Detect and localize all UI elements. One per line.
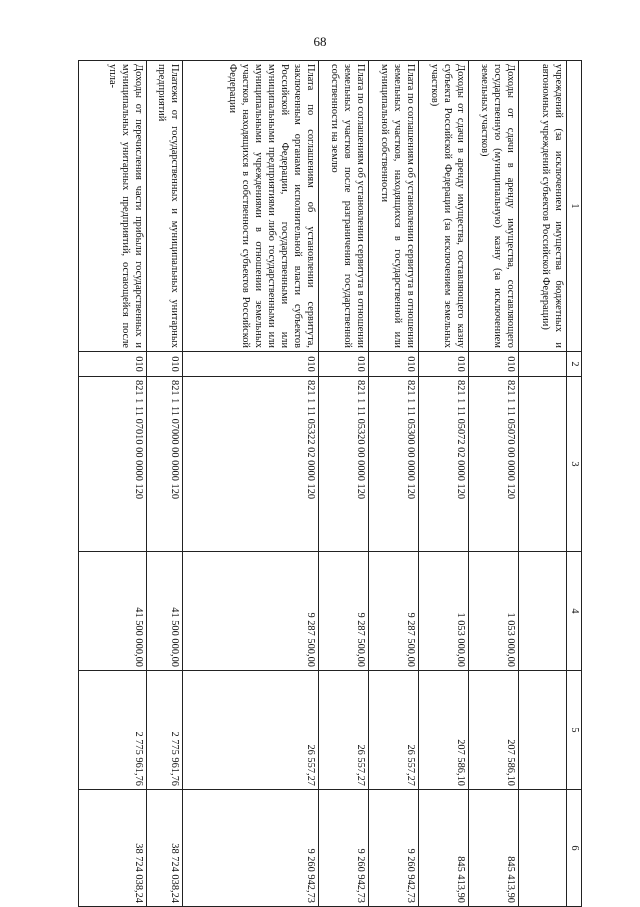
column-header-2: 2	[567, 352, 582, 377]
row-executed: 26 557,27	[183, 671, 319, 790]
row-name: Доходы от перечисления части прибыли государственных и муниципальных унитарных предприятий, остающейся после упла-	[79, 61, 147, 352]
table-row	[369, 61, 419, 907]
row-plan: 9 287 500,00	[183, 552, 319, 671]
table-row	[147, 61, 183, 907]
row-name: Платежи от государственных и муниципальных унитарных предприятий	[147, 61, 183, 352]
row-code: 010	[369, 352, 419, 377]
row-name: Доходы от сдачи в аренду имущества, составляющего государственную (муниципальную) казну (за исключением земельных участков)	[469, 61, 519, 352]
row-name: Доходы от сдачи в аренду имущества, составляющего казну субъекта Российской Федерации (за исключением земельных участков)	[419, 61, 469, 352]
row-plan: 9 287 500,00	[369, 552, 419, 671]
row-plan	[519, 552, 567, 671]
row-name: Плата по соглашениям об установлении сервитута в отношении земельных участков, находящихся в государственной или муниципальной собственности	[369, 61, 419, 352]
row-code: 010	[79, 352, 147, 377]
row-remaining: 845 413,90	[419, 790, 469, 907]
row-executed: 26 557,27	[369, 671, 419, 790]
row-kbk: 821 1 11 05300 00 0000 120	[369, 377, 419, 552]
row-kbk: 821 1 11 05320 00 0000 120	[319, 377, 369, 552]
table-row	[419, 61, 469, 907]
row-kbk: 821 1 11 05322 02 0000 120	[183, 377, 319, 552]
table-row	[319, 61, 369, 907]
column-header-6: 6	[567, 790, 582, 907]
column-header-1: 1	[567, 61, 582, 352]
row-kbk	[519, 377, 567, 552]
row-code: 010	[469, 352, 519, 377]
row-code: 010	[183, 352, 319, 377]
row-code: 010	[419, 352, 469, 377]
row-plan: 41 500 000,00	[79, 552, 147, 671]
row-code	[519, 352, 567, 377]
row-executed: 2 775 961,76	[147, 671, 183, 790]
row-remaining: 845 413,90	[469, 790, 519, 907]
table-header-row	[567, 61, 582, 907]
row-executed: 207 586,10	[469, 671, 519, 790]
revenue-table-container	[78, 60, 582, 903]
row-code: 010	[147, 352, 183, 377]
row-name: учреждений (за исключением имущества бюджетных и автономных учреждений субъектов Российской Федерации)	[519, 61, 567, 352]
row-plan: 1 053 000,00	[419, 552, 469, 671]
row-executed	[519, 671, 567, 790]
row-remaining	[519, 790, 567, 907]
row-name: Плата по соглашениям об установлении сервитута, заключенным органами исполнительной власти субъектов Российской Федерации, государственными или муниципальными предприятиями либо государственными или муниципальными учреждениями в отношении земельных участков, находящихся в собственности субъектов Российской Федерации	[183, 61, 319, 352]
table-row	[183, 61, 319, 907]
row-executed: 2 775 961,76	[79, 671, 147, 790]
row-remaining: 38 724 038,24	[79, 790, 147, 907]
row-name: Плата по соглашениям об установлении сервитута в отношении земельных участков после разграничения государственной собственности на землю	[319, 61, 369, 352]
row-executed: 26 557,27	[319, 671, 369, 790]
row-remaining: 9 260 942,73	[319, 790, 369, 907]
row-plan: 9 287 500,00	[319, 552, 369, 671]
column-header-5: 5	[567, 671, 582, 790]
row-plan: 41 500 000,00	[147, 552, 183, 671]
row-code: 010	[319, 352, 369, 377]
row-kbk: 821 1 11 07000 00 0000 120	[147, 377, 183, 552]
row-kbk: 821 1 11 07010 00 0000 120	[79, 377, 147, 552]
column-header-4: 4	[567, 552, 582, 671]
row-remaining: 38 724 038,24	[147, 790, 183, 907]
row-plan: 1 053 000,00	[469, 552, 519, 671]
revenue-table	[78, 60, 582, 907]
row-kbk: 821 1 11 05070 00 0000 120	[469, 377, 519, 552]
page-number: 68	[313, 34, 327, 49]
row-executed: 207 586,10	[419, 671, 469, 790]
table-row	[519, 61, 567, 907]
row-remaining: 9 260 942,73	[183, 790, 319, 907]
row-kbk: 821 1 11 05072 02 0000 120	[419, 377, 469, 552]
column-header-3: 3	[567, 377, 582, 552]
table-row	[79, 61, 147, 907]
row-remaining: 9 260 942,73	[369, 790, 419, 907]
table-row	[469, 61, 519, 907]
